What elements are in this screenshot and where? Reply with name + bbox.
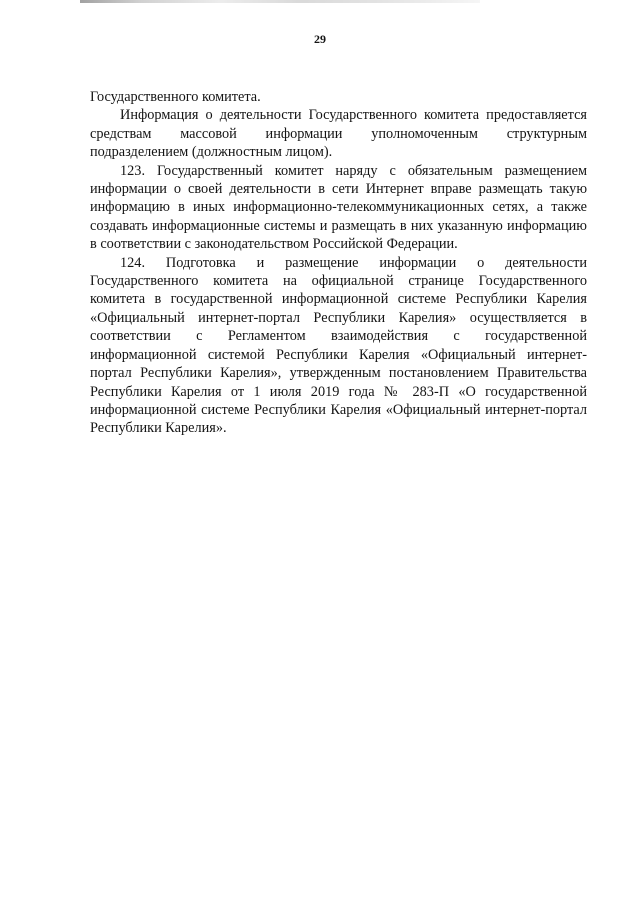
scan-edge-mark (80, 0, 480, 3)
paragraph-123: 123. Государственный комитет наряду с обязательным размещением информации о своей деятельности в сети Интернет вправе размещать такую информацию в иных информационно-телекоммуникационных сетях, а также создавать информационные системы и размещать в них указанную информацию в соответствии с законодательством Российской Федерации. (90, 162, 587, 253)
paragraph-124: 124. Подготовка и размещение информации о деятельности Государственного комитета на официальной странице Государственного комитета в государственной информационной системе Республики Карелия «Официальный интернет-портал Республики Карелия» осуществляется в соответствии с Регламентом взаимодействия с государственной информационной системой Республики Карелия «Официальный интернет-портал Республики Карелия», утвержденным постановлением Правительства Республики Карелия от 1 июля 2019 года № 283-П «О государственной информационной системе Республики Карелия «Официальный интернет-портал Республики Карелия». (90, 254, 587, 437)
paragraph-media-information: Информация о деятельности Государственного комитета предоставляется средствам массовой информации уполномоченным структурным подразделением (должностным лицом). (90, 107, 587, 161)
page-number: 29 (314, 32, 326, 46)
paragraph-continuation: Государственного комитета. (90, 89, 261, 105)
document-body (90, 88, 587, 438)
